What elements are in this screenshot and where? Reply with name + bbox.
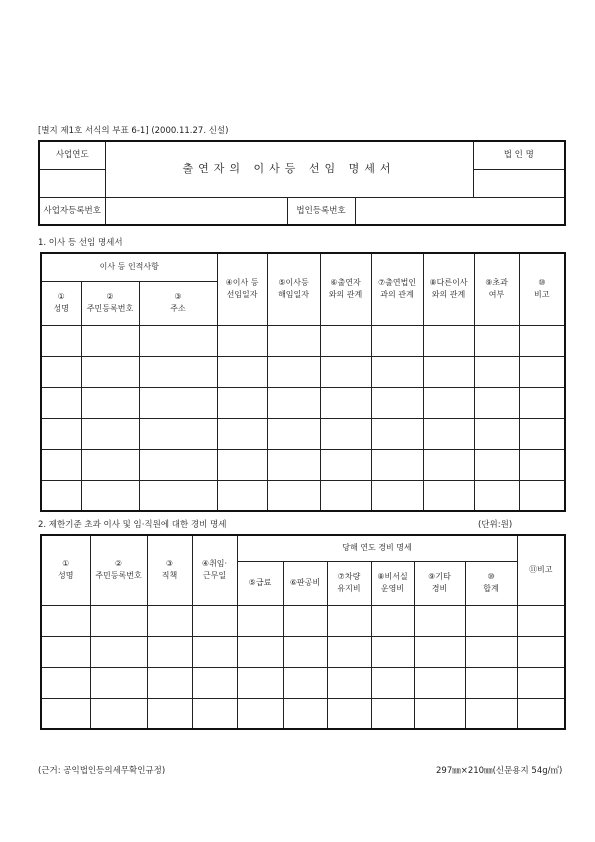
table-row — [41, 636, 565, 667]
s1-col-other-director-relation: ⑧다른이사 와의 관계 — [423, 253, 474, 325]
table-row — [41, 418, 565, 449]
business-year-value[interactable] — [39, 169, 105, 197]
personal-info-group-header: 이사 등 인적사항 — [41, 253, 217, 281]
s2-col-position: ③ 직책 — [147, 535, 192, 605]
corporation-name-label: 법 인 명 — [473, 141, 565, 169]
excess-expense-table — [40, 534, 566, 730]
unit-label: (단위:원) — [478, 520, 513, 530]
table-row — [41, 356, 565, 387]
s1-col-corp-relation: ⑦출연법인 과의 관계 — [371, 253, 423, 325]
form-header-table — [38, 140, 566, 226]
paper-size-note: 297㎜×210㎜(신문용지 54g/㎡) — [436, 766, 563, 776]
section2-title: 2. 제한기준 초과 이사 및 임·직원에 대한 경비 명세 — [38, 520, 227, 530]
form-reference-note: [별지 제1호 서식의 부표 6-1] (2000.11.27. 신설) — [38, 126, 229, 136]
s1-col-appoint-date: ④이사 등 선임일자 — [217, 253, 267, 325]
corporation-name-value[interactable] — [473, 169, 565, 197]
section1-title: 1. 이사 등 선임 명세서 — [38, 238, 123, 248]
s1-col-address: ③ 주소 — [139, 281, 217, 325]
s2-col-remarks: ⑪비고 — [517, 535, 565, 605]
form-title-cell — [105, 141, 473, 197]
s2-col-other: ⑨기타 경비 — [414, 561, 465, 605]
s2-col-resident-number: ② 주민등록번호 — [90, 535, 147, 605]
table-row — [41, 698, 565, 729]
s2-col-total: ⑩ 합계 — [465, 561, 517, 605]
s1-col-excess: ⑨초과 여부 — [474, 253, 519, 325]
table-row — [41, 480, 565, 511]
table-row — [41, 387, 565, 418]
s2-col-salary: ⑤급료 — [237, 561, 283, 605]
s1-col-remarks: ⑩ 비고 — [519, 253, 565, 325]
table-row — [41, 605, 565, 636]
s1-col-dismiss-date: ⑤이사등 해임일자 — [267, 253, 320, 325]
table-row — [41, 449, 565, 480]
legal-basis-note: (근거: 공익법인등의세무확인규정) — [38, 766, 166, 776]
corporation-registration-label: 법인등록번호 — [287, 197, 355, 225]
s1-col-contributor-relation: ⑥출연자 와의 관계 — [320, 253, 371, 325]
s1-col-resident-number: ② 주민등록번호 — [81, 281, 139, 325]
s2-col-work-days: ④취임· 근무일 — [192, 535, 237, 605]
table-row — [41, 667, 565, 698]
expense-group-header: 당해 연도 경비 명세 — [237, 535, 517, 561]
s2-col-vehicle: ⑦차량 유지비 — [327, 561, 371, 605]
director-appointment-table — [40, 252, 566, 512]
s1-col-name: ① 성명 — [41, 281, 81, 325]
business-registration-label: 사업자등록번호 — [39, 197, 105, 225]
table-row — [41, 325, 565, 356]
s2-col-name: ① 성명 — [41, 535, 90, 605]
form-title: 출연자의 이사등 선임 명세서 — [182, 161, 396, 175]
s2-col-expense-account: ⑥판공비 — [283, 561, 327, 605]
corporation-registration-value[interactable] — [355, 197, 565, 225]
s2-col-secretary: ⑧비서실 운영비 — [371, 561, 414, 605]
business-registration-value[interactable] — [105, 197, 287, 225]
business-year-label: 사업연도 — [39, 141, 105, 169]
